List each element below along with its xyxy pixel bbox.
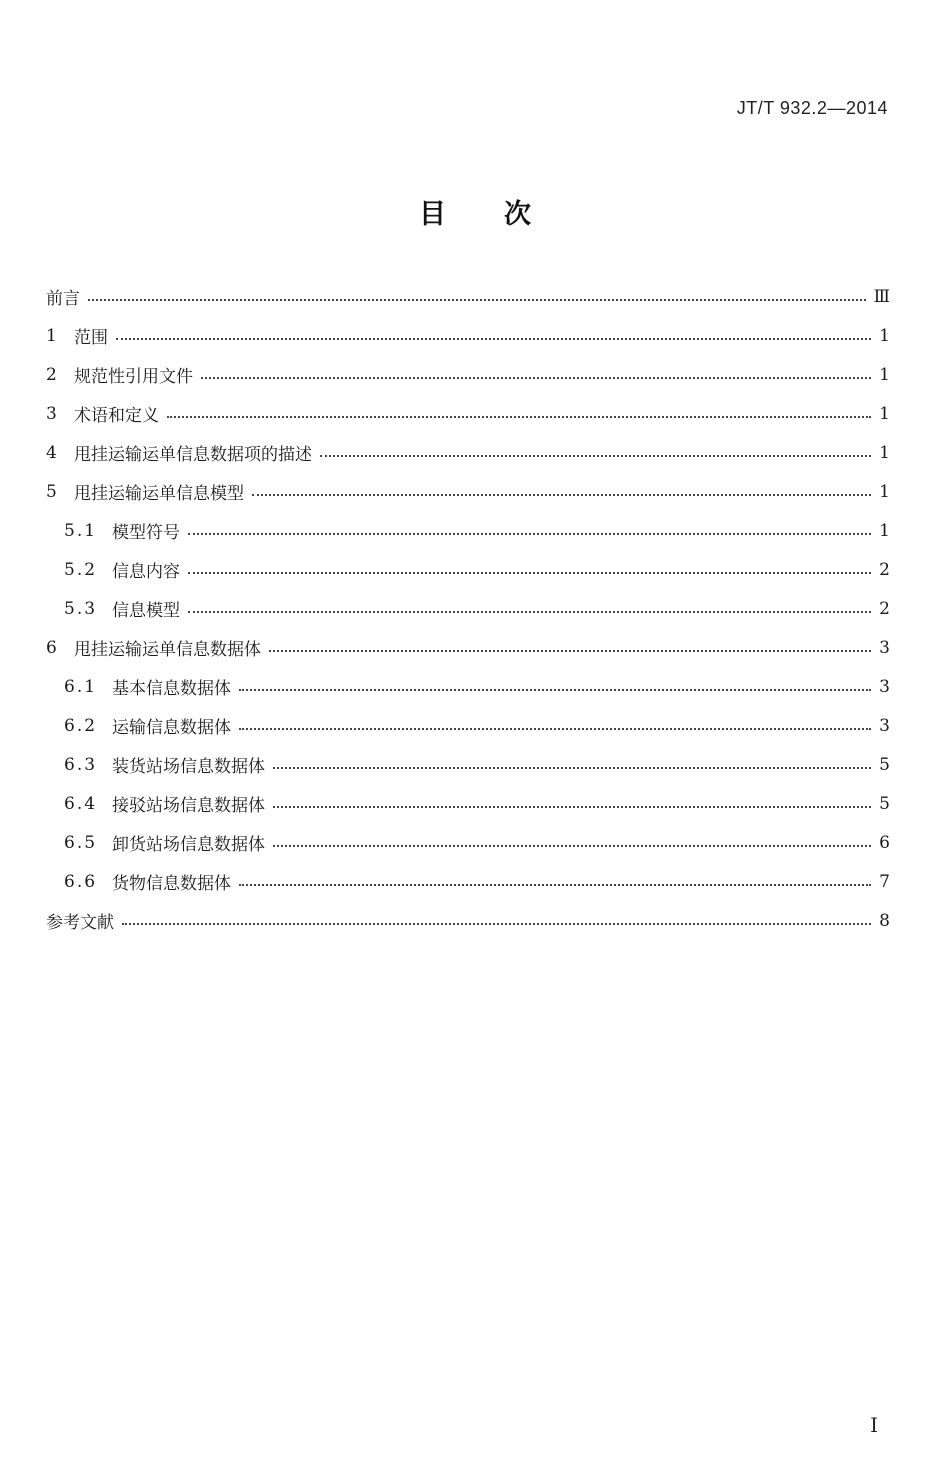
toc-entry[interactable] [46,784,890,823]
toc-leader-dots [239,884,871,886]
toc-entry-page: 3 [879,715,890,736]
toc-entry-number: 2 [46,364,57,385]
toc-entry-page: 2 [879,598,890,619]
toc-entry-page: 6 [879,832,890,853]
toc-leader-dots [122,923,871,925]
toc-entry-page: 1 [879,481,890,502]
toc-entry-label: 装货站场信息数据体 [112,757,265,777]
toc-entry[interactable] [46,589,890,628]
toc-entry-label: 术语和定义 [74,406,159,426]
toc-entry-label: 甩挂运输运单信息数据体 [74,640,261,660]
toc-entry[interactable] [46,862,890,901]
toc-leader-dots [273,806,871,808]
toc-entry[interactable] [46,667,890,706]
toc-entry-page: 1 [879,364,890,385]
toc-entry-number: 6.1 [64,676,98,697]
toc-entry-number: 6.3 [64,754,98,775]
toc-entry-number: 4 [46,442,57,463]
toc-leader-dots [239,689,871,691]
toc-entry[interactable] [46,745,890,784]
toc-entry[interactable] [46,901,890,940]
toc-entry-number: 1 [46,325,57,346]
toc-entry-page: 1 [879,403,890,424]
toc-entry-page: 8 [879,910,890,931]
toc-entry[interactable] [46,433,890,472]
toc-entry-page: 3 [879,676,890,697]
toc-leader-dots [269,650,871,652]
toc-entry-number: 5.3 [64,598,98,619]
toc-entry-page: 1 [879,325,890,346]
toc-entry[interactable] [46,706,890,745]
toc-leader-dots [88,299,866,301]
toc-entry-page: Ⅲ [873,286,890,307]
toc-leader-dots [188,572,871,574]
toc-leader-dots [252,494,871,496]
toc-entry-label: 甩挂运输运单信息模型 [74,484,244,504]
toc-entry-number: 6.4 [64,793,98,814]
page-number: I [870,1413,878,1437]
toc-entry-label: 范围 [74,328,108,348]
toc-leader-dots [273,845,871,847]
toc-entry-page: 1 [879,520,890,541]
toc-leader-dots [188,533,871,535]
toc-entry-number: 6 [46,637,57,658]
toc-entry-page: 2 [879,559,890,580]
toc-entry-label: 接驳站场信息数据体 [112,796,265,816]
toc-entry-label: 基本信息数据体 [112,679,231,699]
toc-entry-page: 7 [879,871,890,892]
toc-entry-page: 1 [879,442,890,463]
toc-entry-number: 5.1 [64,520,98,541]
toc-entry-number: 5.2 [64,559,98,580]
toc-leader-dots [273,767,871,769]
toc-entry-label: 参考文献 [46,913,114,933]
toc-leader-dots [188,611,871,613]
toc-entry-label: 规范性引用文件 [74,367,193,387]
toc-leader-dots [201,377,871,379]
toc-entry-label: 甩挂运输运单信息数据项的描述 [74,445,312,465]
table-of-contents [46,277,890,940]
page-title: 目次 [419,199,589,230]
toc-entry-label: 信息模型 [112,601,180,621]
toc-entry-number: 6.2 [64,715,98,736]
toc-leader-dots [239,728,871,730]
toc-entry-page: 5 [879,754,890,775]
toc-entry-page: 3 [879,637,890,658]
toc-leader-dots [320,455,871,457]
toc-entry[interactable] [46,394,890,433]
toc-entry-label: 信息内容 [112,562,180,582]
toc-entry-label: 货物信息数据体 [112,874,231,894]
toc-entry[interactable] [46,628,890,667]
toc-entry-label: 前言 [46,289,80,309]
toc-entry-label: 模型符号 [112,523,180,543]
toc-leader-dots [116,338,871,340]
toc-entry[interactable] [46,355,890,394]
toc-entry[interactable] [46,550,890,589]
toc-entry[interactable] [46,277,890,316]
toc-entry[interactable] [46,472,890,511]
toc-entry-page: 5 [879,793,890,814]
standard-code: JT/T 932.2—2014 [736,98,888,118]
toc-leader-dots [167,416,871,418]
toc-entry-label: 运输信息数据体 [112,718,231,738]
toc-entry[interactable] [46,823,890,862]
toc-entry-number: 6.6 [64,871,98,892]
toc-entry-number: 5 [46,481,57,502]
toc-entry[interactable] [46,511,890,550]
toc-entry[interactable] [46,316,890,355]
toc-entry-number: 3 [46,403,57,424]
toc-entry-number: 6.5 [64,832,98,853]
toc-entry-label: 卸货站场信息数据体 [112,835,265,855]
